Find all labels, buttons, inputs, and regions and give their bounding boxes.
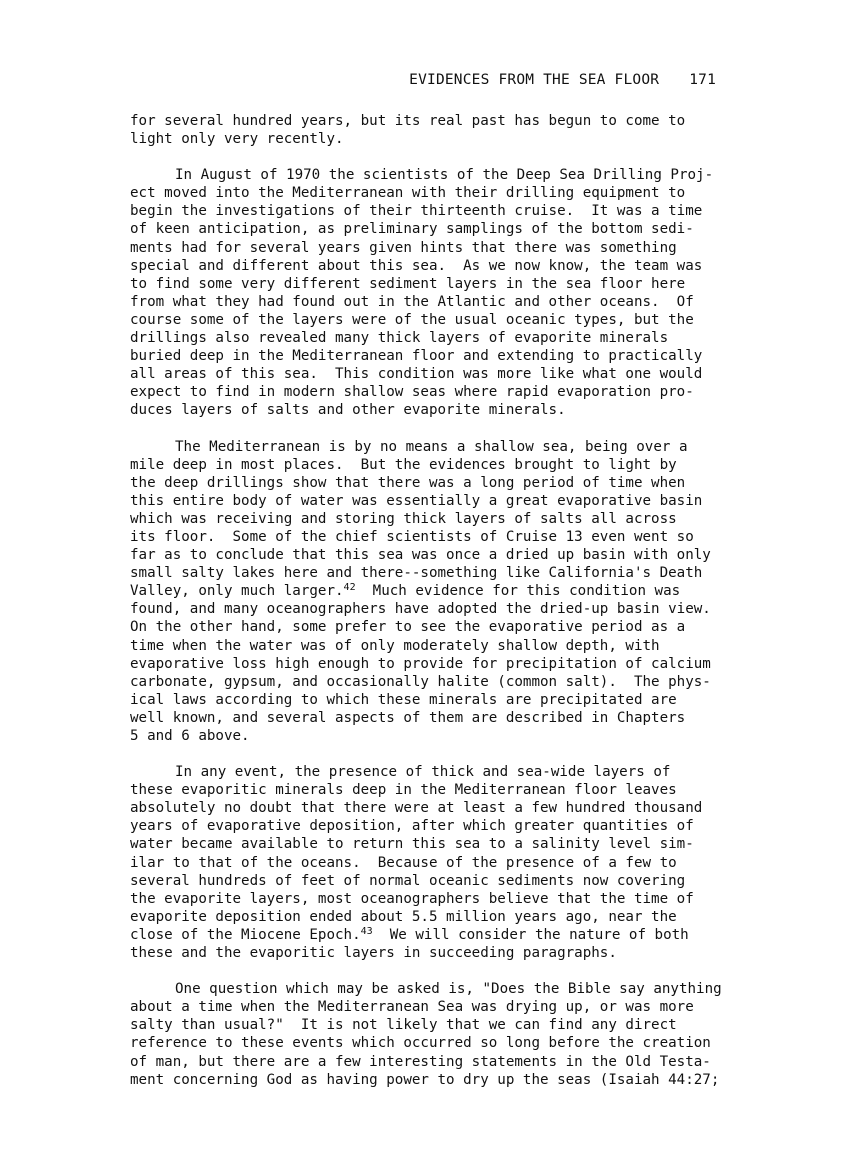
text-line: light only very recently.: [130, 131, 344, 148]
text-line: the deep drillings show that there was a long period of time when: [130, 474, 686, 491]
text-line: of man, but there are a few interesting statements in the Old Testa-: [130, 1053, 711, 1070]
text-line: water became available to return this sea to a salinity level sim-: [130, 836, 694, 853]
footnote-tail-text: We will consider the nature of both: [372, 926, 689, 943]
paragraph-1: [130, 112, 710, 148]
paragraph-5: [130, 980, 722, 1089]
text-line: In August of 1970 the scientists of the Deep Sea Drilling Proj-: [175, 167, 714, 184]
text-line: ilar to that of the oceans. Because of the presence of a few to: [130, 854, 677, 871]
text-line: this entire body of water was essentially a great evaporative basin: [130, 492, 703, 509]
text-line: from what they had found out in the Atlantic and other oceans. Of: [130, 293, 694, 310]
text-line: drillings also revealed many thick layers of evaporite minerals: [130, 330, 669, 347]
text-line: these and the evaporitic layers in succeeding paragraphs.: [130, 945, 617, 962]
paragraph-3: [130, 438, 710, 746]
text-line: ment concerning God as having power to dry up the seas (Isaiah 44:27;: [130, 1071, 720, 1088]
text-line: evaporative loss high enough to provide for precipitation of calcium: [130, 655, 711, 672]
running-title: EVIDENCES FROM THE SEA FLOOR: [409, 72, 660, 88]
running-head: [130, 72, 716, 88]
text-line: ical laws according to which these minerals are precipitated are: [130, 691, 677, 708]
text-line: found, and many oceanographers have adopted the dried-up basin view.: [130, 601, 711, 618]
text-line: Valley, only much larger.$^{42}$ Much evidence for this condition was: [130, 582, 681, 600]
body-text: [130, 112, 722, 1089]
text-line: ments had for several years given hints that there was something: [130, 239, 677, 256]
text-line: expect to find in modern shallow seas where rapid evaporation pro-: [130, 384, 694, 401]
text-line: well known, and several aspects of them are described in Chapters: [130, 709, 686, 726]
text-line: absolutely no doubt that there were at least a few hundred thousand: [130, 800, 703, 817]
text-line: 5 and 6 above.: [130, 728, 250, 744]
text-line: salty than usual?" It is not likely that we can find any direct: [130, 1017, 677, 1034]
book-page: [130, 72, 722, 1107]
text-line: of keen anticipation, as preliminary samplings of the bottom sedi-: [130, 221, 694, 238]
text-line: begin the investigations of their thirteenth cruise. It was a time: [130, 203, 703, 220]
text-line: about a time when the Mediterranean Sea was drying up, or was more: [130, 999, 694, 1016]
text-line: small salty lakes here and there--something like California's Death: [130, 565, 703, 582]
text-line: several hundreds of feet of normal oceanic sediments now covering: [130, 872, 686, 889]
text-line: ect moved into the Mediterranean with their drilling equipment to: [130, 185, 686, 202]
text-line: On the other hand, some prefer to see the evaporative period as a: [130, 619, 686, 636]
text-line: One question which may be asked is, "Does the Bible say anything: [175, 981, 722, 998]
text-line: In any event, the presence of thick and sea-wide layers of: [175, 764, 671, 781]
footnote-reference: 42: [343, 582, 356, 594]
text-line: all areas of this sea. This condition was more like what one would: [130, 366, 703, 383]
page-number: 171: [689, 72, 716, 88]
paragraph-4: [130, 763, 710, 962]
text-line: time when the water was of only moderately shallow depth, with: [130, 637, 660, 654]
footnote-tail-text: Much evidence for this condition was: [355, 583, 681, 600]
text-line: The Mediterranean is by no means a shallow sea, being over a: [175, 438, 688, 455]
text-line: duces layers of salts and other evaporite minerals.: [130, 402, 566, 419]
footnote-reference: 43: [360, 925, 373, 937]
text-line: far as to conclude that this sea was once a dried up basin with only: [130, 547, 711, 564]
text-line: for several hundred years, but its real past has begun to come to: [130, 113, 686, 129]
text-line: the evaporite layers, most oceanographers believe that the time of: [130, 890, 694, 907]
text-line: mile deep in most places. But the evidences brought to light by: [130, 456, 677, 473]
text-line: evaporite deposition ended about 5.5 million years ago, near the: [130, 908, 677, 925]
text-line: years of evaporative deposition, after which greater quantities of: [130, 818, 694, 835]
text-line: which was receiving and storing thick layers of salts all across: [130, 510, 677, 527]
text-line: reference to these events which occurred so long before the creation: [130, 1035, 711, 1052]
text-line: its floor. Some of the chief scientists of Cruise 13 even went so: [130, 528, 694, 545]
text-line: course some of the layers were of the usual oceanic types, but the: [130, 311, 694, 328]
text-line: close of the Miocene Epoch.$^{43}$ We will consider the nature of both: [130, 925, 689, 943]
text-line: special and different about this sea. As we now know, the team was: [130, 257, 703, 274]
text-line: these evaporitic minerals deep in the Mediterranean floor leaves: [130, 782, 677, 799]
text-line: buried deep in the Mediterranean floor and extending to practically: [130, 348, 703, 365]
text-line: carbonate, gypsum, and occasionally halite (common salt). The phys-: [130, 673, 711, 690]
paragraph-2: [130, 166, 714, 419]
text-line: to find some very different sediment layers in the sea floor here: [130, 275, 686, 292]
